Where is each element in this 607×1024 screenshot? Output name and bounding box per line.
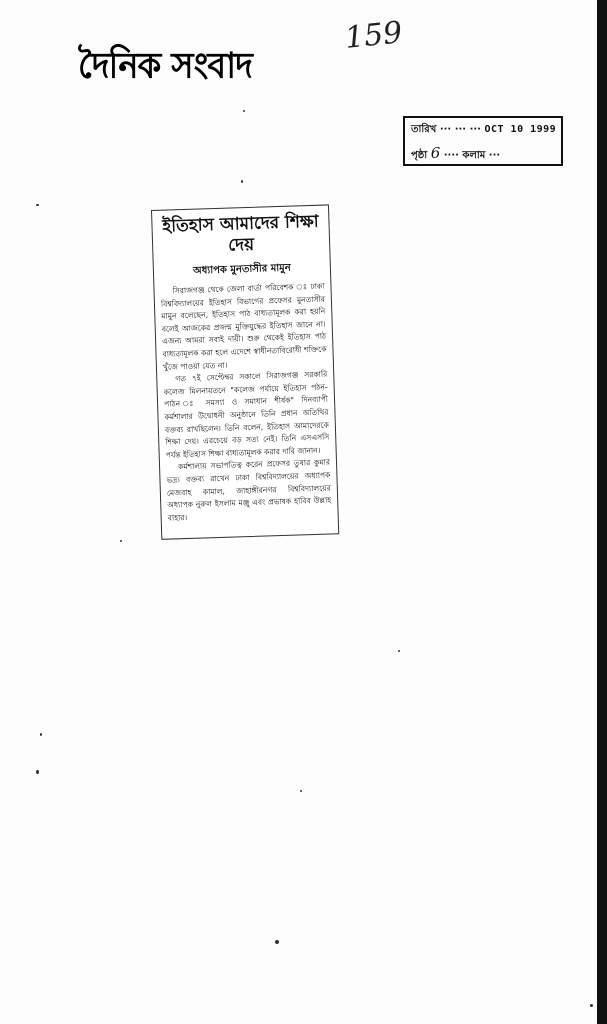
clipping-body — [160, 281, 331, 525]
clipping-paragraph: সিরাজগঞ্জ থেকে জেলা বার্তা পরিবেশক ঃ ঢাকা বিশ্ববিদ্যালয়ের ইতিহাস বিভাগের প্রফেসর মুনতাসীর মামুন বলেছেন, ইতিহাস পাঠ বাধ্যতামূলক করা হয়নি বলেই আজকের প্রজন্ম মুক্তিযুদ্ধের ইতিহাস জানে না। এজন্য আমরা সবাই দায়ী। শুরু থেকেই ইতিহাস পাঠ বাধ্যতামূলক করা হলে এদেশে স্বাধীনতাবিরোধী শক্তিকে খুঁজে পাওয়া যেত না। — [160, 281, 327, 372]
clipping-paragraph: কর্মশালায় সভাপতিত্ব করেন প্রফেসর তুষার কুমার ভদ্র। বক্তব্য রাখেন ঢাকা বিশ্ববিদ্যালয়ের অধ্যাপক মেজবাহ কামাল, জাহাঙ্গীরনগর বিশ্ববিদ্যালয়ের অধ্যাপক নুরুল ইসলাম মঞ্জু এবং প্রভাষক হাবিব উল্লাহ বাহার। — [166, 457, 332, 523]
stamp-dots: ··· ··· ··· — [439, 124, 485, 135]
scan-speck — [243, 110, 245, 112]
stamp-date-label: তারিখ — [411, 124, 437, 135]
scan-speck — [300, 790, 302, 792]
scan-speck — [36, 770, 39, 774]
stamp-date-row — [411, 122, 556, 139]
scan-speck — [120, 540, 122, 542]
scan-speck — [590, 1004, 593, 1007]
stamp-dots: ···· — [443, 150, 463, 161]
stamp-dots: ··· — [488, 150, 501, 161]
handwritten-page-number: 159 — [343, 15, 404, 56]
scan-edge — [597, 0, 607, 1024]
stamp-page-row — [411, 144, 500, 165]
scan-speck — [398, 650, 400, 652]
clipping-headline: ইতিহাস আমাদের শিক্ষা দেয় — [162, 211, 319, 256]
scan-speck — [275, 940, 279, 944]
archive-stamp — [403, 116, 563, 166]
scan-speck — [40, 733, 42, 736]
stamp-page-value: 6 — [430, 144, 441, 162]
stamp-page-label: পৃষ্ঠা — [411, 150, 428, 161]
scan-speck — [36, 204, 39, 206]
stamp-date-value: OCT 10 1999 — [484, 124, 557, 135]
newspaper-clipping — [151, 204, 339, 539]
scan-speck — [241, 180, 243, 183]
newspaper-masthead: দৈনিক সংবাদ — [78, 44, 252, 87]
clipping-paragraph: গত ৭ই সেপ্টেম্বর সকালে সিরাজগঞ্জ সরকারি কলেজ মিলনায়তনে "কলেজ পর্যায়ে ইতিহাস পঠন-পাঠন ঃ সমস্যা ও সমাধান শীর্ষক" দিনব্যাপী কর্মশালার উদ্বোধনী অনুষ্ঠানে তিনি প্রধান অতিথির বক্তব্য রাখছিলেন। তিনি বলেন, ইতিহাস আমাদেরকে শিক্ষা দেয়। এরচেয়ে বড় সত্য নেই। তিনি এসএসসি পর্যন্ত ইতিহাস শিক্ষা বাধ্যতামূলক করার দাবি জানান। — [163, 369, 330, 460]
clipping-byline: অধ্যাপক মুনতাসীর মামুন — [192, 262, 291, 277]
stamp-column-label: কলাম — [462, 150, 486, 161]
